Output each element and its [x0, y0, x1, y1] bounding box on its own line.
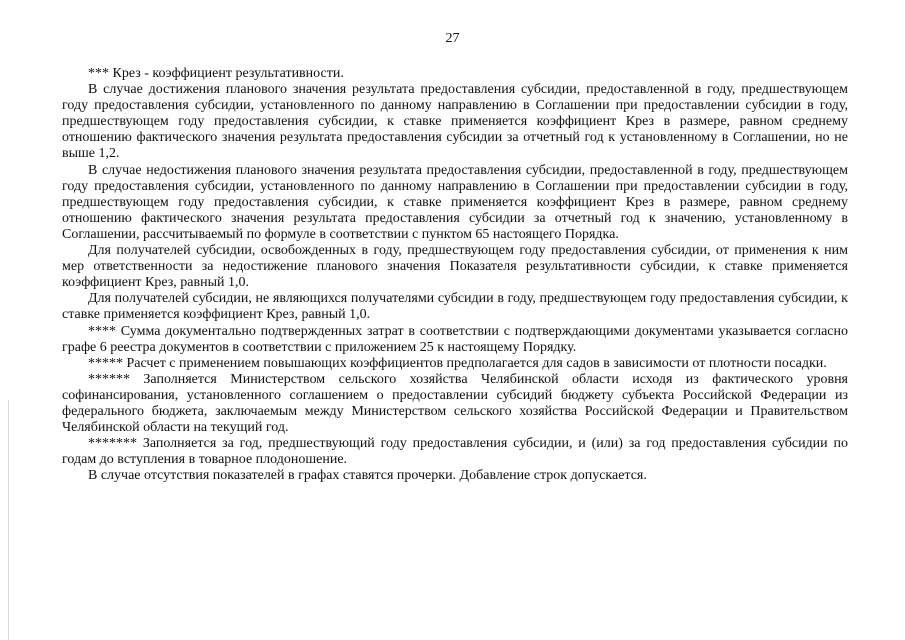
page-number: 27: [445, 31, 460, 46]
footnote-documented-costs: **** Сумма документально подтвержденных затрат в соответствии с подтверждающими документами указывается согласно графе 6 реестра документов в соответствии с приложением 25 к настоящему Порядку.: [62, 323, 848, 355]
scan-edge-line: [8, 400, 9, 640]
paragraph-new-recipients: Для получателей субсидии, не являющихся получателями субсидии в году, предшествующем году предоставления субсидии, к ставке применяется коэффициент Крез, равный 1,0.: [62, 291, 848, 323]
footnotes-text: [62, 66, 848, 484]
paragraph-exempt-recipients: Для получателей субсидии, освобожденных в году, предшествующем году предоставления субсидии, от применения к ним мер ответственности за недостижение планового значения Показателя результативности субсидии, к ставке применяется коэффициент Крез, равный 1,0.: [62, 243, 848, 291]
paragraph-empty-fields-note: В случае отсутствия показателей в графах ставятся прочерки. Добавление строк допускается.: [88, 468, 647, 484]
footnote-fill-period: ******* Заполняется за год, предшествующий году предоставления субсидии, и (или) за год предоставления субсидии по годам до вступления в товарное плодоношение.: [62, 436, 848, 468]
paragraph-target-not-achieved: В случае недостижения планового значения результата предоставления субсидии, предоставленной в году, предшествующем году предоставления субсидии, установленного по данному направлению в Соглашении при предоставлении субсидии в году, предшествующем году предоставления субсидии, к ставке применяется коэффициент Крез в размере, равном среднему отношению фактического значения результата предоставления субсидии за отчетный год к значению, установленному в Соглашении, рассчитываемый по формуле в соответствии с пунктом 65 настоящего Порядка.: [62, 162, 848, 242]
paragraph-target-achieved: В случае достижения планового значения результата предоставления субсидии, предоставленной в году, предшествующем году предоставления субсидии, установленного по данному направлению в Соглашении при предоставлении субсидии в году, предшествующем году предоставления субсидии, к ставке применяется коэффициент Крез в размере, равном среднему отношению фактического значения результата предоставления субсидии за отчетный год к установленному в Соглашении, но не выше 1,2.: [62, 82, 848, 162]
footnote-coefficient-definition: *** Крез - коэффициент результативности.: [88, 66, 344, 81]
footnote-increasing-coefficients: ***** Расчет с применением повышающих коэффициентов предполагается для садов в зависимости от плотности посадки.: [88, 355, 827, 371]
footnote-cofinancing-level: ****** Заполняется Министерством сельского хозяйства Челябинской области исходя из фактического уровня софинансирования, установленного соглашением о предоставлении субсидий бюджету субъекта Российской Федерации из федерального бюджета, заключаемым между Министерством сельского хозяйства Российской Федерации и Правительством Челябинской области на текущий год.: [62, 371, 848, 436]
